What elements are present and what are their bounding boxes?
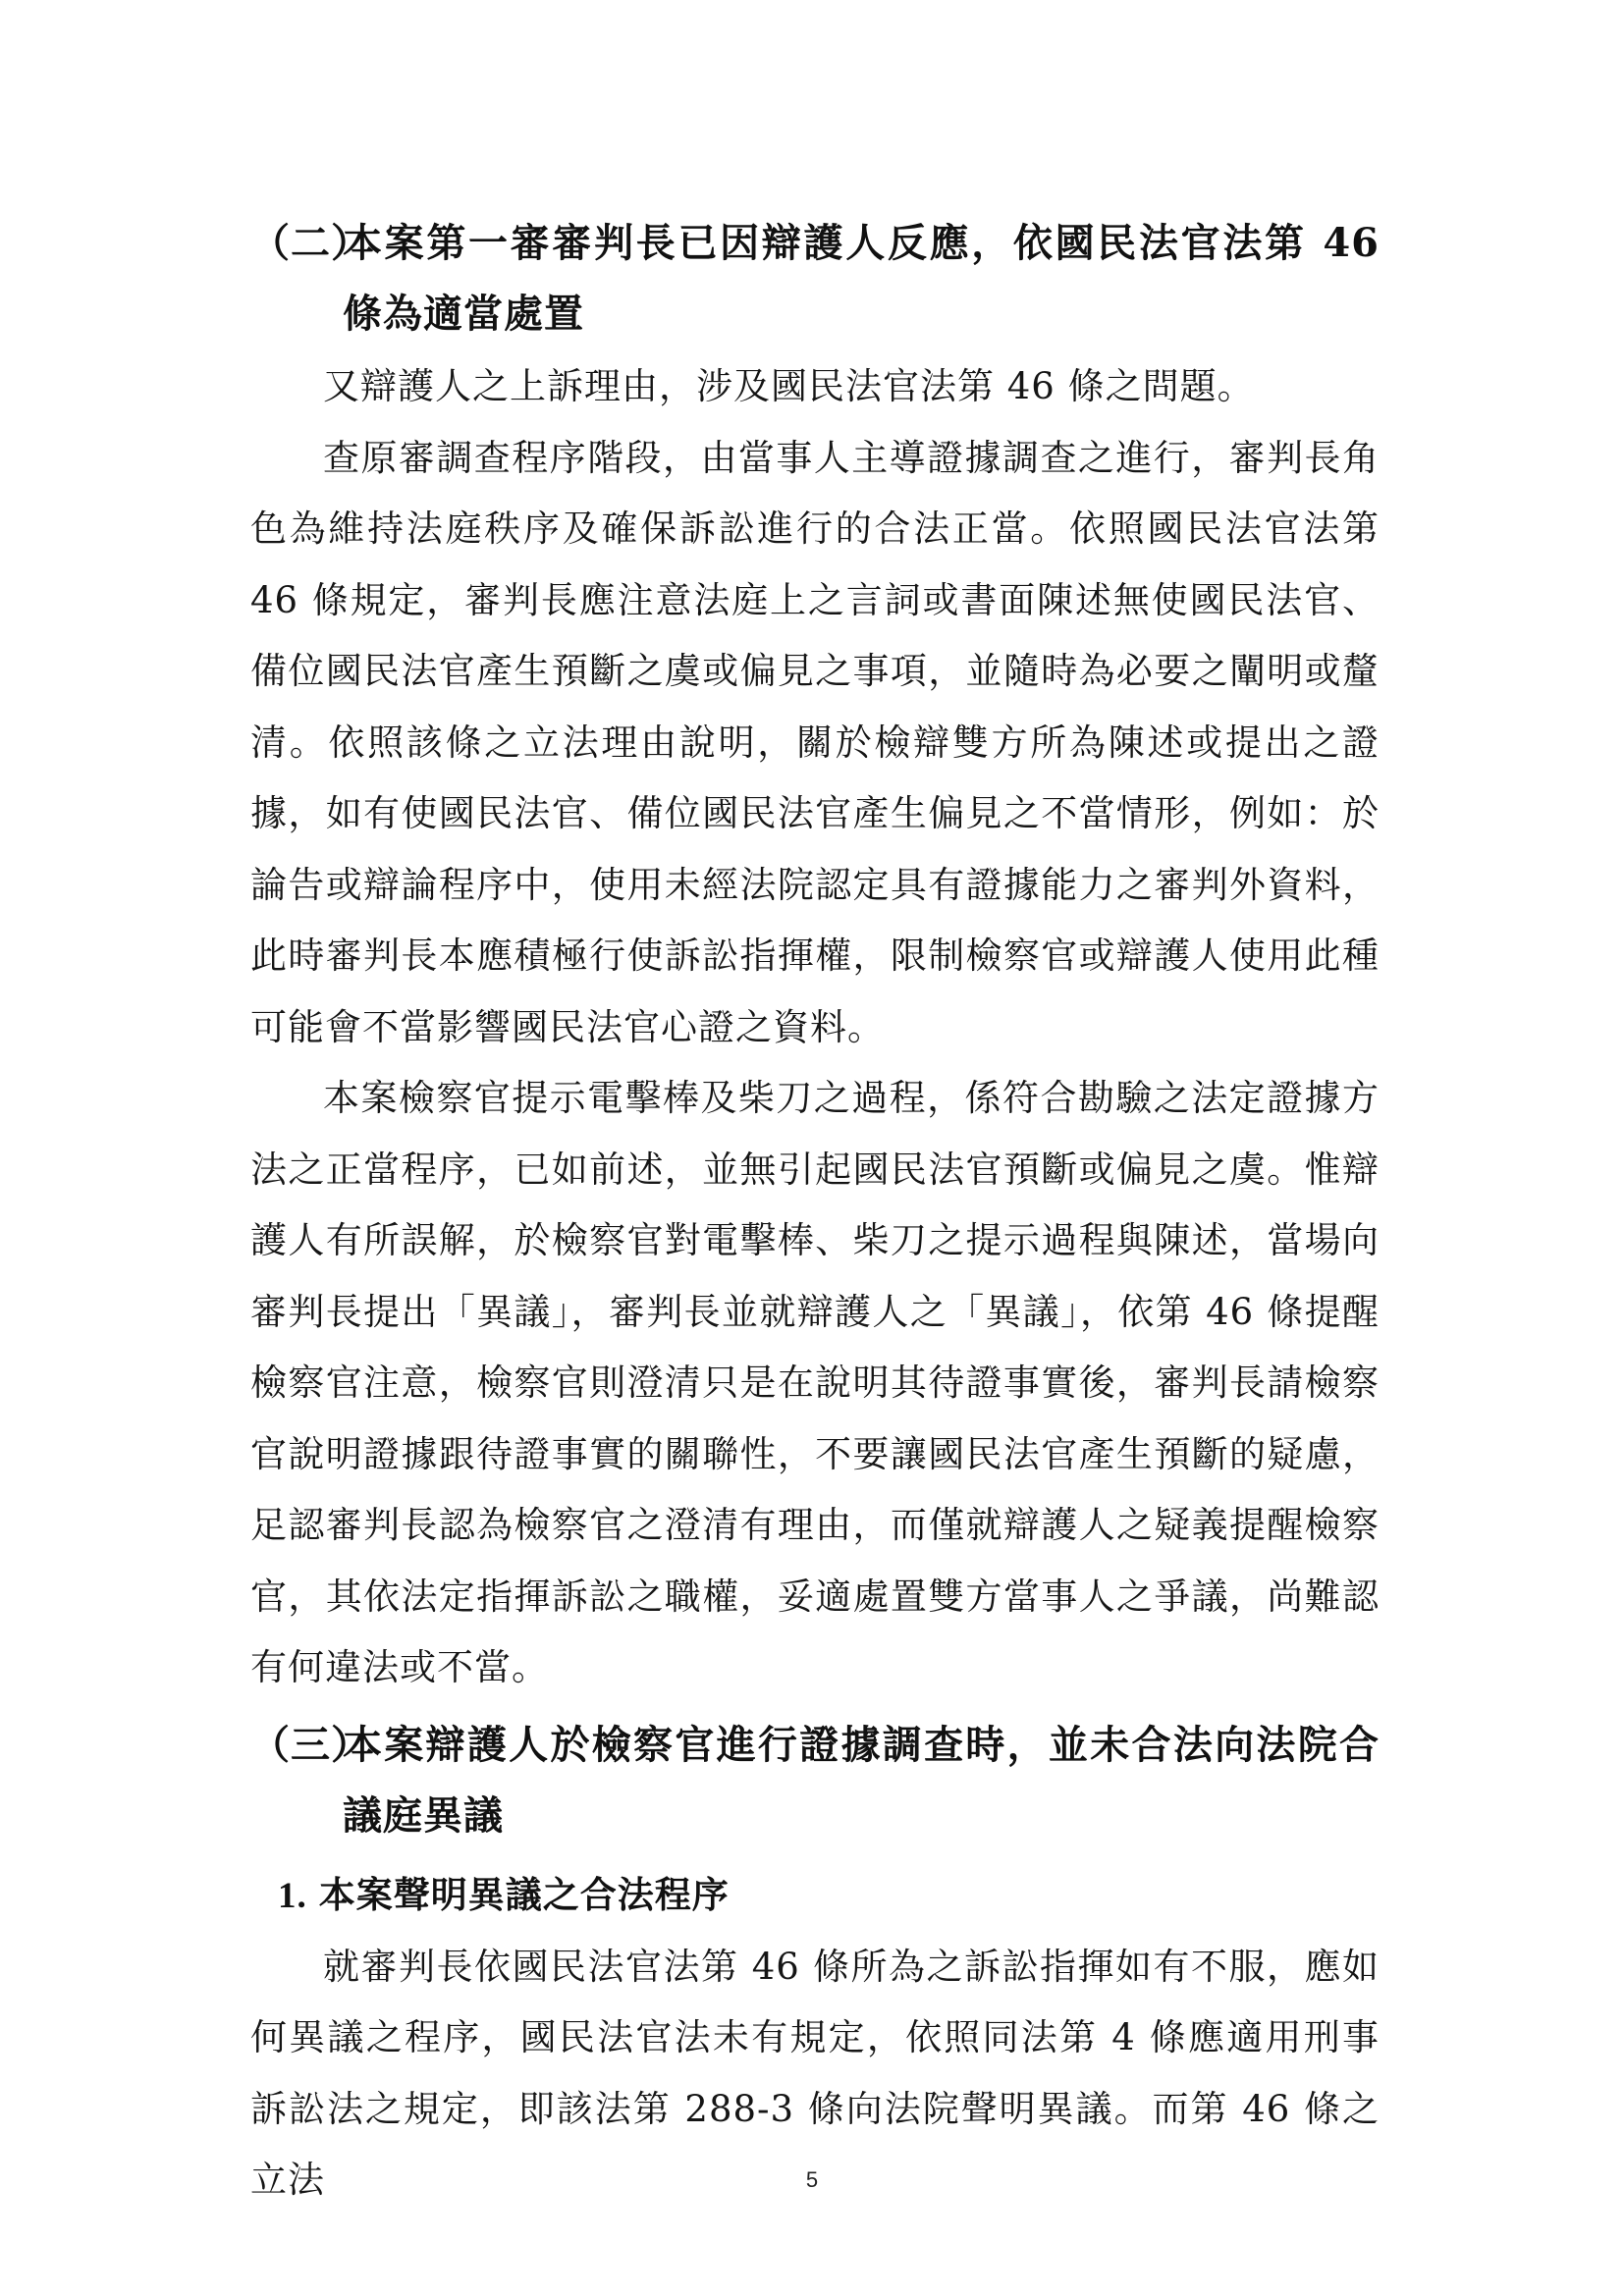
page-content bbox=[250, 208, 1380, 2216]
subsection-heading bbox=[250, 1859, 1380, 1932]
subsection-number: 1. bbox=[278, 1875, 307, 1916]
paragraph: 本案檢察官提示電擊棒及柴刀之過程，係符合勘驗之法定證據方法之正當程序，已如前述，並無引起國民法官預斷或偏見之虞。惟辯護人有所誤解，於檢察官對電擊棒、柴刀之提示過程與陳述，當場向審判長提出「異議」，審判長並就辯護人之「異議」，依第 46 條提醒檢察官注意，檢察官則澄清只是在說明其待證事實後，審判長請檢察官說明證據跟待證事實的關聯性，不要讓國民法官產生預斷的疑慮，足認審判長認為檢察官之澄清有理由，而僅就辯護人之疑義提醒檢察官，其依法定指揮訴訟之職權，妥適處置雙方當事人之爭議，尚難認有何違法或不當。 bbox=[250, 1077, 1380, 1688]
section-title: 本案辯護人於檢察官進行證據調查時，並未合法向法院合議庭異議 bbox=[343, 1721, 1380, 1839]
section-number: （三） bbox=[250, 1721, 371, 1768]
section-heading-2 bbox=[250, 208, 1380, 349]
page-number: 5 bbox=[805, 2167, 819, 2192]
paragraph: 查原審調查程序階段，由當事人主導證據調查之進行，審判長角色為維持法庭秩序及確保訴訟進行的合法正當。依照國民法官法第 46 條規定，審判長應注意法庭上之言詞或書面陳述無使國民法官、備位國民法官產生預斷之虞或偏見之事項，並隨時為必要之闡明或釐清。依照該條之立法理由說明，關於檢辯雙方所為陳述或提出之證據，如有使國民法官、備位國民法官產生偏見之不當情形，例如：於論告或辯論程序中，使用未經法院認定具有證據能力之審判外資料，此時審判長本應積極行使訴訟指揮權，限制檢察官或辯護人使用此種可能會不當影響國民法官心證之資料。 bbox=[250, 436, 1380, 1048]
subsection-title: 本案聲明異議之合法程序 bbox=[318, 1872, 730, 1916]
section-number: （二） bbox=[250, 220, 371, 266]
section-title: 本案第一審審判長已因辯護人反應，依國民法官法第 46 條為適當處置 bbox=[343, 220, 1380, 337]
section-heading-3 bbox=[250, 1710, 1380, 1851]
paragraph: 又辯護人之上訴理由，涉及國民法官法第 46 條之問題。 bbox=[323, 365, 1255, 407]
paragraph: 就審判長依國民法官法第 46 條所為之訴訟指揮如有不服，應如何異議之程序，國民法官法未有規定，依照同法第 4 條應適用刑事訴訟法之規定，即該法第 288-3 條向法院聲明異議。而第 46 條之立法 bbox=[250, 1945, 1380, 2201]
